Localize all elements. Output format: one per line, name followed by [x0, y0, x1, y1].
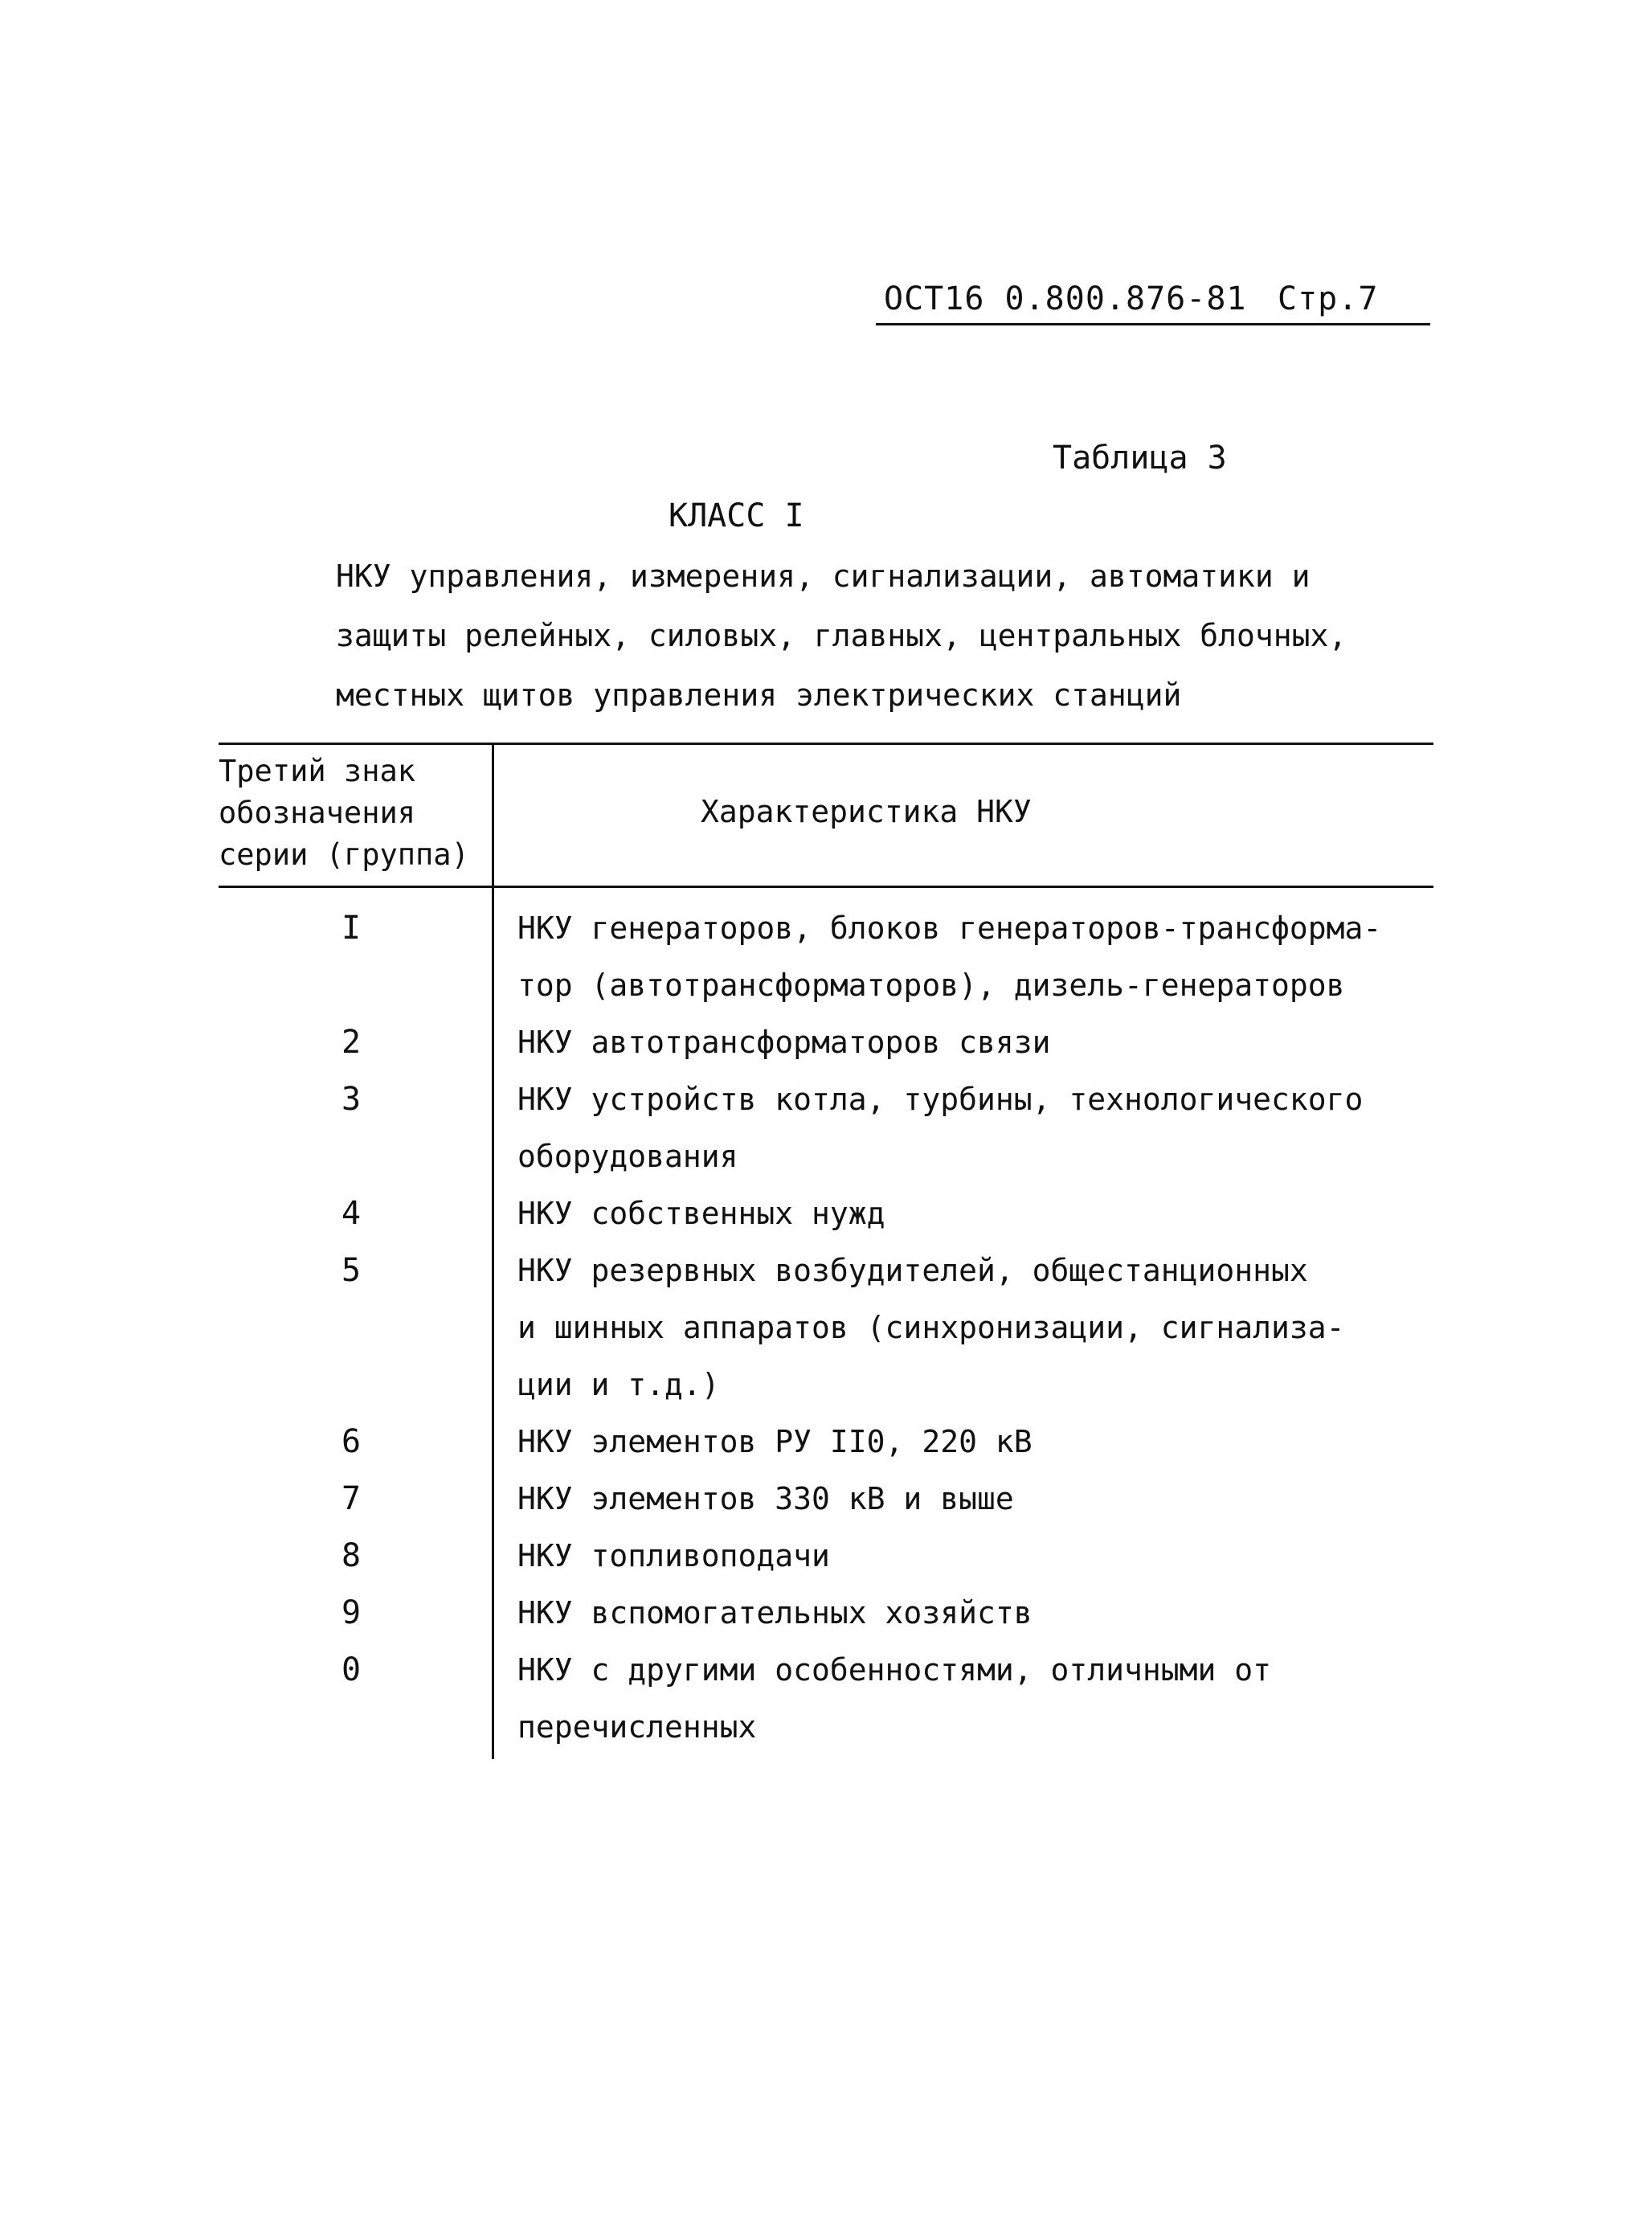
characteristic-line: ции и т.д.) — [517, 1367, 720, 1402]
group-number-cell — [219, 1242, 435, 1299]
characteristic-line: перечисленных — [517, 1709, 757, 1745]
group-number-cell — [219, 1585, 435, 1642]
document-code: ОСТ16 0.800.876-81 — [884, 280, 1247, 317]
column-header-group — [219, 751, 492, 876]
characteristic-cell — [517, 1071, 1433, 1185]
characteristic-line: НКУ генераторов, блоков генераторов-трансформа- — [517, 910, 1382, 946]
caption-line: защиты релейных, силовых, главных, центральных блочных, — [336, 618, 1347, 653]
caption-line: НКУ управления, измерения, сигнализации, автоматики и — [336, 559, 1311, 594]
characteristic-cell — [517, 1471, 1433, 1528]
characteristic-line: НКУ резервных возбудителей, общестанционных — [517, 1253, 1308, 1288]
column-header-characteristic: Характеристика НКУ — [701, 794, 1032, 829]
characteristic-cell — [517, 1528, 1433, 1585]
table-header-rule — [219, 886, 1433, 888]
characteristic-line: НКУ собственных нужд — [517, 1196, 885, 1231]
characteristic-line: тор (автотрансформаторов), дизель-генераторов — [517, 968, 1345, 1003]
characteristic-line: оборудования — [517, 1139, 738, 1174]
group-number-cell — [219, 1185, 435, 1242]
group-number: 3 — [341, 1081, 362, 1118]
characteristic-line: НКУ устройств котла, турбины, технологического — [517, 1082, 1364, 1117]
table-top-rule — [219, 743, 1433, 745]
characteristic-cell — [517, 900, 1433, 1014]
group-number: 5 — [341, 1252, 362, 1289]
characteristic-line: НКУ вспомогательных хозяйств — [517, 1595, 1032, 1631]
table-row — [219, 900, 1433, 1014]
characteristic-cell — [517, 1414, 1433, 1471]
table-body — [219, 900, 1433, 1756]
table-row — [219, 1528, 1433, 1585]
page-header — [876, 275, 1430, 325]
group-number: 9 — [341, 1594, 362, 1631]
group-number-cell — [219, 1071, 435, 1128]
characteristic-cell — [517, 1185, 1433, 1242]
column-header-line: обозначения — [219, 796, 416, 830]
characteristic-cell — [517, 1242, 1433, 1414]
characteristic-line: НКУ элементов РУ II0, 220 кВ — [517, 1424, 1032, 1459]
table-row — [219, 1414, 1433, 1471]
group-number: 6 — [341, 1423, 362, 1460]
group-number: 4 — [341, 1195, 362, 1232]
characteristic-line: НКУ автотрансформаторов связи — [517, 1025, 1051, 1060]
group-number-cell — [219, 1014, 435, 1071]
group-number: 0 — [341, 1651, 362, 1688]
table-row — [219, 1071, 1433, 1185]
group-number-cell — [219, 1471, 435, 1528]
column-header-line: Третий знак — [219, 754, 416, 788]
table-row — [219, 1185, 1433, 1242]
table-row — [219, 1242, 1433, 1414]
table-row — [219, 1585, 1433, 1642]
group-number-cell — [219, 900, 435, 957]
characteristic-line: НКУ топливоподачи — [517, 1538, 830, 1573]
page-number: Стр.7 — [1278, 280, 1379, 317]
table-label: Таблица 3 — [1053, 440, 1227, 477]
table-caption — [336, 546, 1396, 725]
group-number-cell — [219, 1414, 435, 1471]
characteristic-cell — [517, 1014, 1433, 1071]
characteristic-line: НКУ элементов 330 кВ и выше — [517, 1481, 1014, 1516]
characteristic-line: НКУ с другими особенностями, отличными от — [517, 1652, 1271, 1688]
group-number-cell — [219, 1642, 435, 1699]
column-header-line: серии (группа) — [219, 837, 469, 872]
group-number: 7 — [341, 1480, 362, 1517]
table-row — [219, 1014, 1433, 1071]
group-number: I — [341, 910, 362, 947]
group-number-cell — [219, 1528, 435, 1585]
characteristic-cell — [517, 1642, 1433, 1756]
class-title: КЛАСС I — [669, 497, 804, 534]
table-row — [219, 1642, 1433, 1756]
characteristic-line: и шинных аппаратов (синхронизации, сигнализа- — [517, 1310, 1345, 1345]
table-row — [219, 1471, 1433, 1528]
caption-line: местных щитов управления электрических станций — [336, 677, 1182, 713]
group-number: 2 — [341, 1024, 362, 1061]
characteristic-cell — [517, 1585, 1433, 1642]
group-number: 8 — [341, 1537, 362, 1574]
